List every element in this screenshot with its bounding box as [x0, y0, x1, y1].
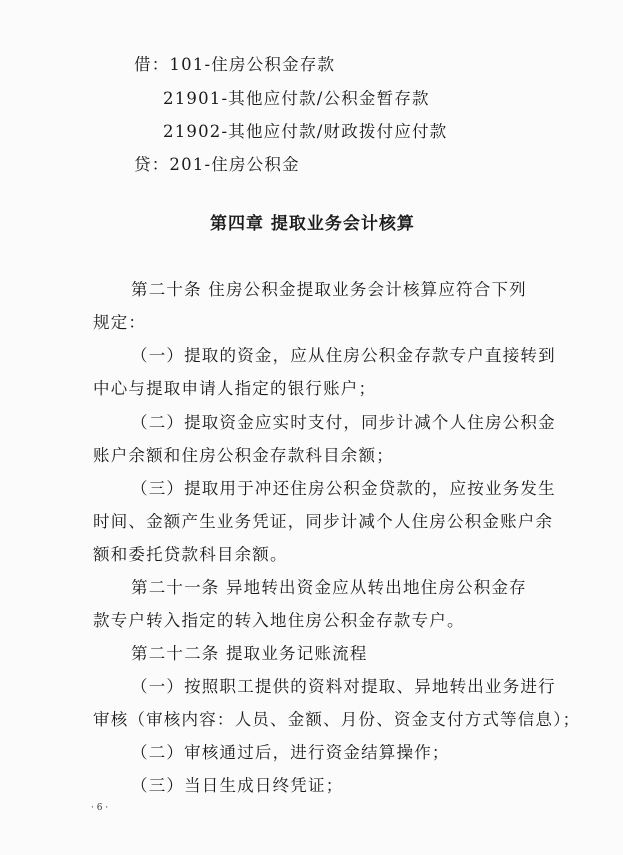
journal-debit-line: 借：101-住房公积金存款: [134, 55, 336, 74]
article-20-item-2-line-1: （二）提取资金应实时支付，同步计减个人住房公积金: [131, 413, 556, 432]
page-number: · 6 ·: [91, 803, 109, 813]
article-20-item-3-line-3: 额和委托贷款科目余额。: [93, 545, 288, 564]
article-21-line-2: 款专户转入指定的转入地住房公积金存款专户。: [93, 611, 465, 630]
article-20-item-1-line-2: 中心与提取申请人指定的银行账户；: [93, 379, 377, 398]
article-20-item-2-line-2: 账户余额和住房公积金存款科目余额；: [93, 446, 394, 465]
article-20-item-3-line-2: 时间、金额产生业务凭证，同步计减个人住房公积金账户余: [93, 512, 554, 531]
journal-credit-line-1: 21901-其他应付款/公积金暂存款: [163, 89, 430, 108]
article-22-item-3: （三）当日生成日终凭证；: [131, 776, 344, 795]
article-22-item-1-line-1: （一）按照职工提供的资料对提取、异地转出业务进行: [131, 677, 556, 696]
article-20-item-1-line-1: （一）提取的资金，应从住房公积金存款专户直接转到: [131, 346, 556, 365]
article-20-line-1: 第二十条 住房公积金提取业务会计核算应符合下列: [131, 280, 527, 299]
journal-credit-line-2: 21902-其他应付款/财政拨付应付款: [163, 122, 448, 141]
article-20-item-3-line-1: （三）提取用于冲还住房公积金贷款的，应按业务发生: [131, 479, 556, 498]
article-21-line-1: 第二十一条 异地转出资金应从转出地住房公积金存: [131, 578, 527, 597]
article-22-line-1: 第二十二条 提取业务记账流程: [131, 644, 368, 663]
journal-credit-line-3: 贷：201-住房公积金: [134, 155, 300, 174]
article-22-item-1-line-2: 审核（审核内容：人员、金额、月份、资金支付方式等信息）；: [93, 710, 581, 729]
article-22-item-2: （二）审核通过后，进行资金结算操作；: [131, 743, 450, 762]
chapter-title: 第四章 提取业务会计核算: [210, 214, 415, 234]
article-20-line-2: 规定：: [93, 313, 147, 332]
